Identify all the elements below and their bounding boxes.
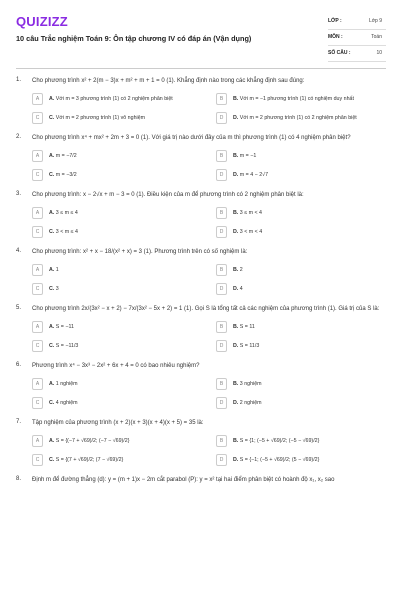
question-number: 5. xyxy=(16,305,22,311)
option-letter-box[interactable]: B xyxy=(216,378,227,390)
answer-option[interactable] xyxy=(216,111,386,125)
option-content: 3 < m < 4 xyxy=(239,228,263,235)
answer-options xyxy=(32,149,386,182)
question-text: Cho phương trình: x² + x − 18/(x² + x) = 3 (1). Phương trình trên có số nghiệm là: xyxy=(32,249,248,255)
option-label: D. xyxy=(233,285,239,292)
option-label: B. xyxy=(233,323,239,330)
option-label: A. xyxy=(49,152,55,159)
option-text xyxy=(49,381,78,388)
answer-option[interactable] xyxy=(32,168,202,182)
question-text: Định m để đường thẳng (d): y = (m + 1)x − 2m cắt parabol (P): y = x² tại hai điểm phân biệt có hoành độ x₁, x₂ sao xyxy=(32,477,335,483)
option-letter-box[interactable]: D xyxy=(216,169,227,181)
meta-row-grade xyxy=(328,14,386,30)
option-label: C. xyxy=(49,171,55,178)
option-content: S = −11 xyxy=(55,323,74,330)
option-text xyxy=(233,343,259,350)
question-number: 2. xyxy=(16,134,22,140)
option-content: m = −7/2 xyxy=(55,152,77,159)
answer-option[interactable] xyxy=(216,263,386,277)
option-letter-box[interactable]: D xyxy=(216,112,227,124)
option-text xyxy=(49,96,173,103)
option-label: D. xyxy=(233,456,239,463)
question-number: 6. xyxy=(16,362,22,368)
option-label: D. xyxy=(233,171,239,178)
option-content: S = {(7 + √69)/2; (7 − √69)/2} xyxy=(55,456,124,463)
option-content: m = −3/2 xyxy=(55,171,77,178)
question-text: Cho phương trình x⁴ + mx² + 2m + 3 = 0 (1). Với giá trị nào dưới đây của m thì phương trình (1) có 4 nghiệm phân biệt? xyxy=(32,135,351,141)
question-item xyxy=(16,476,386,486)
answer-option[interactable] xyxy=(216,225,386,239)
option-label: C. xyxy=(49,399,55,406)
option-label: D. xyxy=(233,114,239,121)
answer-option[interactable] xyxy=(32,377,202,391)
meta-value: Lớp 9 xyxy=(368,18,382,24)
answer-options xyxy=(32,92,386,125)
option-content: 4 nghiệm xyxy=(55,399,78,406)
question-item xyxy=(16,134,386,182)
option-letter-box[interactable]: D xyxy=(216,454,227,466)
option-letter-box[interactable]: A xyxy=(32,264,43,276)
answer-option[interactable] xyxy=(216,149,386,163)
meta-label: LỚP : xyxy=(328,18,342,24)
option-letter-box[interactable]: A xyxy=(32,378,43,390)
option-content: Với m = −1 phương trình (1) có nghiệm duy nhất xyxy=(239,95,354,102)
option-text xyxy=(49,153,77,160)
option-text xyxy=(49,343,78,350)
option-text xyxy=(233,115,357,122)
option-content: 2 nghiệm xyxy=(239,399,262,406)
question-text: Cho phương trình 2x/(3x² − x + 2) − 7x/(3x² − 5x + 2) = 1 (1). Gọi S là tổng tất cả các nghiệm của phương trình (1). Giá trị của S là: xyxy=(32,306,380,312)
answer-option[interactable] xyxy=(32,320,202,334)
question-number: 7. xyxy=(16,419,22,425)
option-label: B. xyxy=(233,437,239,444)
option-label: A. xyxy=(49,323,55,330)
answer-options xyxy=(32,263,386,296)
option-text xyxy=(233,210,262,217)
meta-value: Toán xyxy=(371,34,382,40)
answer-option[interactable] xyxy=(216,320,386,334)
option-label: C. xyxy=(49,342,55,349)
option-label: B. xyxy=(233,209,239,216)
option-label: D. xyxy=(233,399,239,406)
option-text xyxy=(49,400,78,407)
option-letter-box[interactable]: D xyxy=(216,397,227,409)
option-letter-box[interactable]: B xyxy=(216,264,227,276)
answer-option[interactable] xyxy=(216,434,386,448)
option-letter-box[interactable]: A xyxy=(32,207,43,219)
option-content: 1 nghiệm xyxy=(55,380,78,387)
question-text: Phương trình x⁴ − 3x³ − 2x² + 6x + 4 = 0 có bao nhiêu nghiệm? xyxy=(32,363,200,369)
question-text: Tập nghiệm của phương trình (x + 2)(x + 3)(x + 4)(x + 5) = 35 là: xyxy=(32,420,204,426)
option-letter-box[interactable]: C xyxy=(32,340,43,352)
answer-option[interactable] xyxy=(32,396,202,410)
option-letter-box[interactable]: D xyxy=(216,283,227,295)
question-number: 1. xyxy=(16,77,22,83)
option-text xyxy=(49,210,78,217)
option-text xyxy=(49,324,74,331)
option-label: A. xyxy=(49,437,55,444)
option-text xyxy=(233,172,268,179)
answer-option[interactable] xyxy=(216,377,386,391)
question-item xyxy=(16,419,386,467)
answer-option[interactable] xyxy=(32,434,202,448)
meta-label: SỐ CÂU : xyxy=(328,50,351,56)
option-text xyxy=(49,286,59,293)
header xyxy=(16,14,386,62)
option-content: m = 4 − 2√7 xyxy=(239,171,269,178)
quizizz-logo[interactable]: QUIZIZZ xyxy=(16,14,68,29)
answer-option[interactable] xyxy=(32,453,202,467)
option-text xyxy=(233,267,243,274)
meta-panel xyxy=(328,14,386,62)
option-content: S = {−1; (−5 + √69)/2; (5 − √69)/2} xyxy=(239,456,320,463)
option-content: 3 ≤ m ≤ 4 xyxy=(55,209,78,216)
option-letter-box[interactable]: B xyxy=(216,150,227,162)
option-text xyxy=(233,438,319,445)
option-text xyxy=(233,324,255,331)
answer-options xyxy=(32,434,386,467)
option-content: S = 11/3 xyxy=(239,342,260,349)
question-item xyxy=(16,77,386,125)
option-letter-box[interactable]: C xyxy=(32,226,43,238)
option-letter-box[interactable]: B xyxy=(216,93,227,105)
option-text xyxy=(49,115,145,122)
question-number: 4. xyxy=(16,248,22,254)
option-letter-box[interactable]: A xyxy=(32,93,43,105)
option-content: 3 xyxy=(55,285,59,292)
option-content: 3 ≤ m < 4 xyxy=(239,209,262,216)
option-label: A. xyxy=(49,95,55,102)
option-text xyxy=(49,438,130,445)
option-label: A. xyxy=(49,209,55,216)
option-letter-box[interactable]: D xyxy=(216,340,227,352)
meta-value: 10 xyxy=(376,50,382,56)
option-letter-box[interactable]: B xyxy=(216,435,227,447)
answer-option[interactable] xyxy=(216,453,386,467)
option-label: D. xyxy=(233,228,239,235)
option-label: C. xyxy=(49,228,55,235)
option-label: B. xyxy=(233,266,239,273)
option-text xyxy=(233,153,256,160)
option-content: 4 xyxy=(239,285,243,292)
option-content: Với m = 3 phương trình (1) có 2 nghiệm phân biệt xyxy=(55,95,173,102)
question-item xyxy=(16,305,386,353)
option-text xyxy=(49,457,123,464)
question-item xyxy=(16,191,386,239)
option-label: B. xyxy=(233,95,239,102)
option-label: B. xyxy=(233,152,239,159)
option-letter-box[interactable]: A xyxy=(32,150,43,162)
option-content: S = {(−7 + √69)/2; (−7 − √69)/2} xyxy=(55,437,130,444)
option-letter-box[interactable]: C xyxy=(32,283,43,295)
question-text: Cho phương trình x² + 2(m − 3)x + m² + m + 1 = 0 (1). Khẳng định nào trong các khẳng định sau đúng: xyxy=(32,78,305,84)
answer-option[interactable] xyxy=(216,282,386,296)
answer-option[interactable] xyxy=(32,92,202,106)
answer-option[interactable] xyxy=(216,396,386,410)
option-content: 2 xyxy=(239,266,243,273)
answer-option[interactable] xyxy=(32,206,202,220)
answer-options xyxy=(32,377,386,410)
option-text xyxy=(233,457,319,464)
answer-option[interactable] xyxy=(32,225,202,239)
option-label: B. xyxy=(233,380,239,387)
meta-label: MÔN : xyxy=(328,34,343,40)
answer-option[interactable] xyxy=(32,339,202,353)
option-label: A. xyxy=(49,266,55,273)
option-letter-box[interactable]: A xyxy=(32,435,43,447)
answer-option[interactable] xyxy=(32,282,202,296)
option-content: 3 nghiệm xyxy=(239,380,262,387)
option-letter-box[interactable]: B xyxy=(216,321,227,333)
answer-option[interactable] xyxy=(32,263,202,277)
answer-option[interactable] xyxy=(216,339,386,353)
header-divider xyxy=(16,68,386,69)
option-text xyxy=(233,286,243,293)
option-letter-box[interactable]: A xyxy=(32,321,43,333)
question-number: 3. xyxy=(16,191,22,197)
question-item xyxy=(16,248,386,296)
option-content: m = −1 xyxy=(239,152,257,159)
option-content: S = −11/3 xyxy=(55,342,79,349)
answer-option[interactable] xyxy=(216,206,386,220)
option-text xyxy=(233,400,262,407)
meta-row-subject xyxy=(328,30,386,46)
option-content: 1 xyxy=(55,266,59,273)
answer-option[interactable] xyxy=(216,168,386,182)
option-text xyxy=(49,172,77,179)
question-item xyxy=(16,362,386,410)
option-text xyxy=(233,96,354,103)
option-letter-box[interactable]: C xyxy=(32,454,43,466)
answer-option[interactable] xyxy=(216,92,386,106)
question-list xyxy=(16,77,386,495)
answer-option[interactable] xyxy=(32,111,202,125)
option-label: A. xyxy=(49,380,55,387)
option-text xyxy=(233,229,262,236)
option-content: 3 < m ≤ 4 xyxy=(55,228,78,235)
option-content: Với m = 2 phương trình (1) có 2 nghiệm phân biệt xyxy=(239,114,357,121)
option-label: C. xyxy=(49,285,55,292)
option-text xyxy=(49,229,78,236)
page-title: 10 câu Trắc nghiệm Toán 9: Ôn tập chương IV có đáp án (Vận dụng) xyxy=(16,34,252,43)
option-letter-box[interactable]: D xyxy=(216,226,227,238)
answer-options xyxy=(32,320,386,353)
option-letter-box[interactable]: C xyxy=(32,397,43,409)
option-label: C. xyxy=(49,456,55,463)
question-text: Cho phương trình: x − 2√x + m − 3 = 0 (1). Điều kiện của m để phương trình có 2 nghiệm phân biệt là: xyxy=(32,192,304,198)
meta-row-count xyxy=(328,46,386,62)
answer-options xyxy=(32,206,386,239)
answer-option[interactable] xyxy=(32,149,202,163)
option-content: S = 11 xyxy=(239,323,255,330)
option-letter-box[interactable]: C xyxy=(32,169,43,181)
option-content: Với m = 2 phương trình (1) vô nghiệm xyxy=(55,114,146,121)
option-label: C. xyxy=(49,114,55,121)
option-text xyxy=(49,267,59,274)
option-text xyxy=(233,381,262,388)
option-letter-box[interactable]: B xyxy=(216,207,227,219)
option-label: D. xyxy=(233,342,239,349)
question-number: 8. xyxy=(16,476,22,482)
option-letter-box[interactable]: C xyxy=(32,112,43,124)
option-content: S = {1; (−5 + √69)/2; (−5 − √69)/2} xyxy=(239,437,320,444)
